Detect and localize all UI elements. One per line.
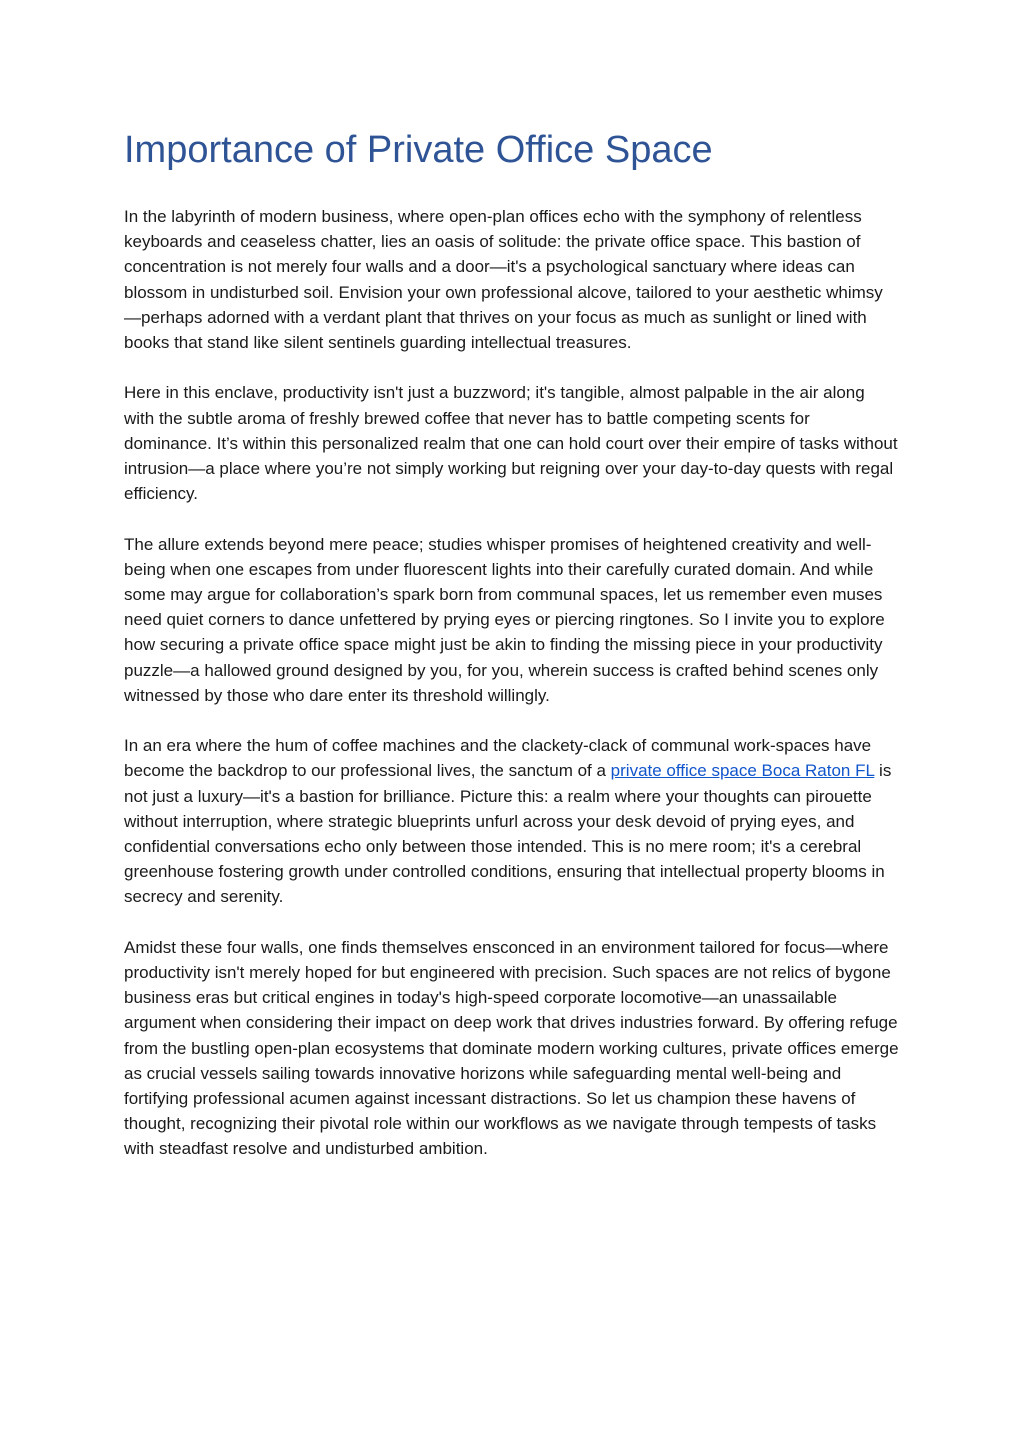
paragraph-4-text-before-link: In an era where the hum of coffee machines and the clackety-clack of communal work-spaces have become the backdrop to our professional lives, the sanctum of a <box>124 736 872 781</box>
private-office-space-link[interactable]: private office space Boca Raton FL <box>610 761 875 781</box>
paragraph-4-text-after-link: is not just a luxury—it's a bastion for brilliance. Picture this: a realm where your thoughts can pirouette without interruption, where strategic blueprints unfurl across your desk devoid of prying eyes, and confidential conversations echo only between those intended. This is no mere room; it's a cerebral greenhouse fostering growth under controlled conditions, ensuring that intellectual property blooms in secrecy and serenity. <box>124 761 892 907</box>
paragraph-3: The allure extends beyond mere peace; studies whisper promises of heightened creativity and well-being when one escapes from under fluorescent lights into their carefully curated domain. And while some may argue for collaboration’s spark born from communal spaces, let us remember even muses need quiet corners to dance unfettered by prying eyes or piercing ringtones. So I invite you to explore how securing a private office space might just be akin to finding the missing piece in your productivity puzzle—a hallowed ground designed by you, for you, wherein success is crafted behind scenes only witnessed by those who dare enter its threshold willingly. <box>124 534 885 705</box>
page-title: Importance of Private Office Space <box>124 129 713 171</box>
paragraph-4 <box>124 733 899 909</box>
document-body <box>124 124 899 1162</box>
paragraph-2: Here in this enclave, productivity isn't just a buzzword; it's tangible, almost palpable in the air along with the subtle aroma of freshly brewed coffee that never has to battle competing scents for dominance. It’s within this personalized realm that one can hold court over their empire of tasks without intrusion—a place where you’re not simply working but reigning over your day-to-day quests with regal efficiency. <box>124 383 898 504</box>
paragraph-1: In the labyrinth of modern business, where open-plan offices echo with the symphony of relentless keyboards and ceaseless chatter, lies an oasis of solitude: the private office space. This bastion of concentration is not merely four walls and a door—it's a psychological sanctuary where ideas can blossom in undisturbed soil. Envision your own professional alcove, tailored to your aesthetic whimsy—perhaps adorned with a verdant plant that thrives on your focus as much as sunlight or lined with books that stand like silent sentinels guarding intellectual treasures. <box>124 207 883 353</box>
paragraph-5: Amidst these four walls, one finds themselves ensconced in an environment tailored for focus—where productivity isn't merely hoped for but engineered with precision. Such spaces are not relics of bygone business eras but critical engines in today's high-speed corporate locomotive—an unassailable argument when considering their impact on deep work that drives industries forward. By offering refuge from the bustling open-plan ecosystems that dominate modern working cultures, private offices emerge as crucial vessels sailing towards innovative horizons while safeguarding mental well-being and fortifying professional acumen against incessant distractions. So let us champion these havens of thought, recognizing their pivotal role within our workflows as we navigate through tempests of tasks with steadfast resolve and undisturbed ambition. <box>124 937 899 1159</box>
